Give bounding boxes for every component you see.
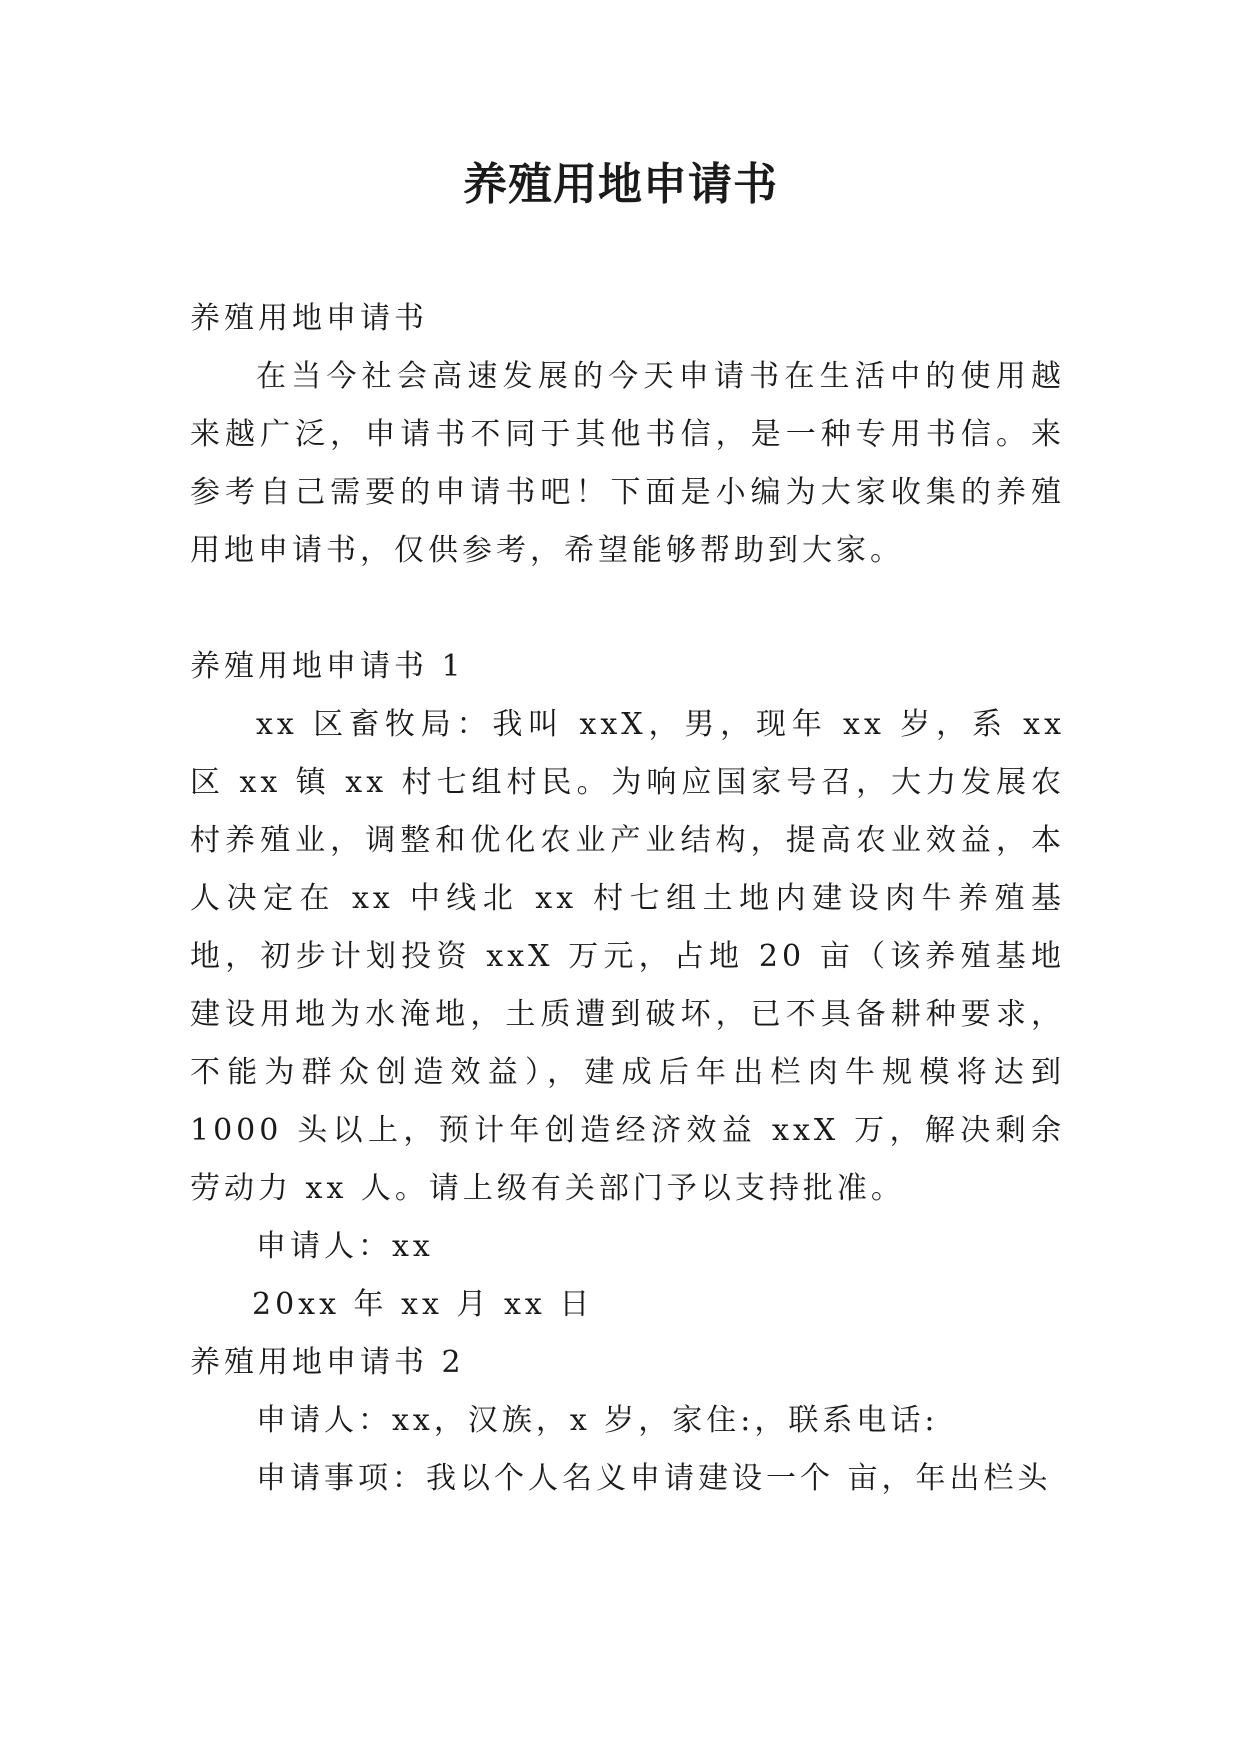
section-2-applicant: 申请人：xx，汉族，x 岁，家住:，联系电话: bbox=[256, 1403, 939, 1438]
document-title: 养殖用地申请书 bbox=[463, 159, 778, 210]
section-1-heading: 养殖用地申请书 1 bbox=[190, 649, 465, 684]
section-1-body: xx 区畜牧局：我叫 xxX，男，现年 xx 岁，系 xx 区 xx 镇 xx 村七组村民。为响应国家号召，大力发展农村养殖业，调整和优化农业产业结构，提高农业效益，本人决定在 xx 中线北 xx 村七组土地内建设肉牛养殖基地，初步计划投资 xxX 万元，占地 20 亩（该养殖基地建设用地为水淹地，土质遭到破坏，已不具备耕种要求，不能为群众创造效益），建成后年出栏肉牛规模将达到 1000 头以上，预计年创造经济效益 xxX 万，解决剩余劳动力 xx 人。请上级有关部门予以支持批准。 bbox=[190, 707, 1065, 1206]
document-body bbox=[190, 290, 1065, 1508]
section-1-date: 20xx 年 xx 月 xx 日 bbox=[252, 1287, 594, 1322]
section-2-heading: 养殖用地申请书 2 bbox=[190, 1345, 465, 1380]
document-subtitle: 养殖用地申请书 bbox=[190, 301, 428, 336]
section-1-signature: 申请人：xx bbox=[256, 1229, 434, 1264]
section-2-matter: 申请事项：我以个人名义申请建设一个 亩，年出栏头 bbox=[256, 1461, 1052, 1496]
intro-paragraph: 在当今社会高速发展的今天申请书在生活中的使用越来越广泛，申请书不同于其他书信，是一种专用书信。来参考自己需要的申请书吧！下面是小编为大家收集的养殖用地申请书，仅供参考，希望能够帮助到大家。 bbox=[190, 359, 1065, 568]
